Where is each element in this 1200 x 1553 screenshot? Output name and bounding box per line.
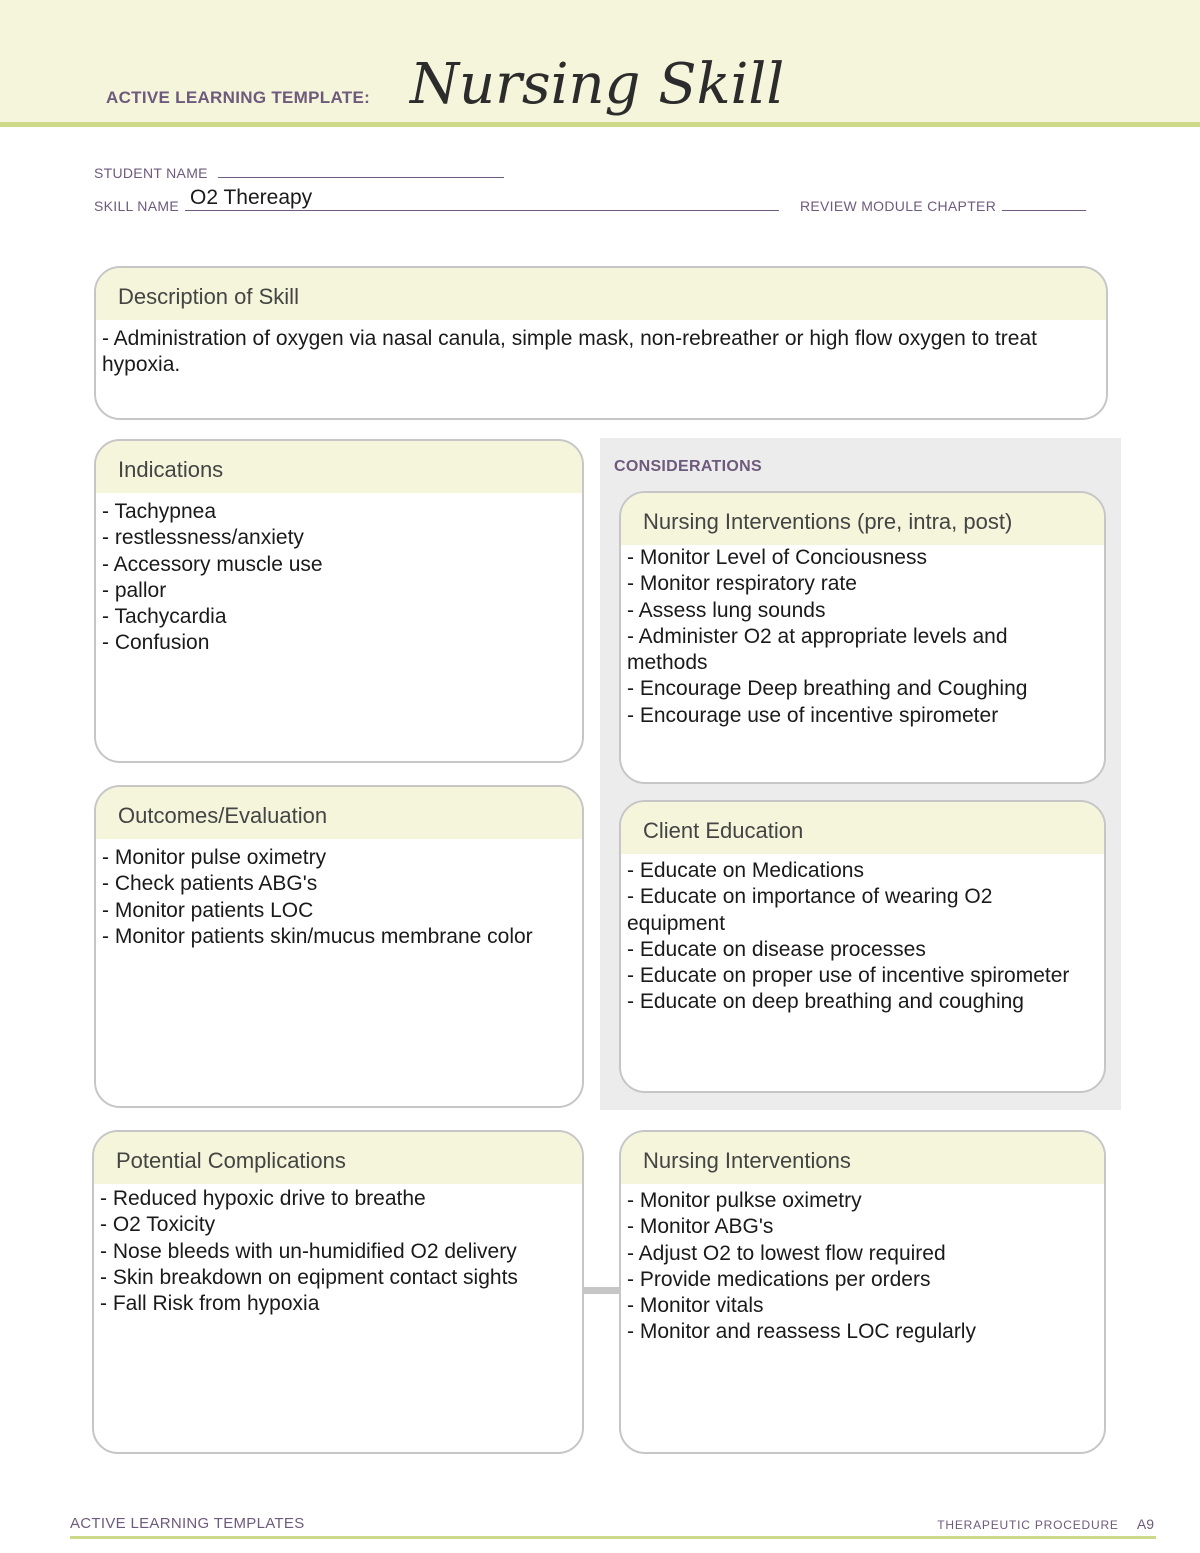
footer-right: [937, 1516, 1154, 1532]
complications-heading: Potential Complications: [94, 1132, 582, 1184]
student-name-field[interactable]: [218, 166, 504, 178]
footer-rule: [70, 1536, 1156, 1539]
list-item: - Educate on disease processes: [627, 937, 926, 961]
list-item: - restlessness/anxiety: [102, 526, 304, 550]
outcomes-list: [96, 839, 582, 950]
outcomes-heading: Outcomes/Evaluation: [96, 787, 582, 839]
review-module-field[interactable]: [1002, 199, 1086, 211]
list-item: - Monitor respiratory rate: [627, 572, 857, 596]
review-module-label: REVIEW MODULE CHAPTER: [800, 198, 997, 214]
connector-bar: [582, 1287, 622, 1294]
list-item: - Encourage use of incentive spirometer: [627, 703, 999, 727]
list-item: - Tachypnea: [102, 500, 217, 523]
considerations-title: CONSIDERATIONS: [614, 458, 762, 475]
review-module-row: [800, 198, 1086, 214]
list-item: - Educate on proper use of incentive spirometer: [627, 964, 1070, 988]
template-label: ACTIVE LEARNING TEMPLATE:: [106, 88, 371, 107]
list-item: - Monitor patients skin/mucus membrane color: [102, 924, 533, 948]
indications-heading: Indications: [96, 441, 582, 493]
list-item: - Tachycardia: [102, 605, 227, 629]
nursing-interventions-pip-heading: Nursing Interventions (pre, intra, post): [621, 493, 1104, 545]
client-education-list: [621, 854, 1104, 1016]
list-item: - Monitor patients LOC: [102, 898, 314, 922]
list-item: - Confusion: [102, 631, 210, 655]
nursing-interventions-list: [621, 1184, 1104, 1346]
skill-name-value: O2 Thereapy: [190, 186, 313, 209]
list-item: - Educate on Medications: [627, 859, 864, 882]
page-number: A9: [1136, 1516, 1154, 1532]
list-item: - Educate on importance of wearing O2 equipment: [627, 885, 993, 935]
list-item: - Fall Risk from hypoxia: [100, 1292, 320, 1316]
list-item: - Monitor ABG's: [627, 1215, 774, 1239]
list-item: - Provide medications per orders: [627, 1267, 931, 1291]
complications-list: [94, 1184, 582, 1317]
list-item: - pallor: [102, 578, 167, 602]
footer-left: ACTIVE LEARNING TEMPLATES: [70, 1515, 305, 1532]
list-item: - Monitor and reassess LOC regularly: [627, 1320, 976, 1344]
list-item: - Check patients ABG's: [102, 872, 318, 896]
description-text: - Administration of oxygen via nasal canula, simple mask, non-rebreather or high flow oxygen to treat hypoxia.: [102, 327, 1037, 377]
student-name-row: [94, 165, 504, 181]
nursing-interventions-pip-list: [621, 545, 1104, 729]
nursing-interventions-box: [619, 1130, 1106, 1454]
list-item: - Accessory muscle use: [102, 552, 323, 576]
client-education-box: [619, 800, 1106, 1093]
list-item: - Encourage Deep breathing and Coughing: [627, 677, 1028, 701]
list-item: - Monitor vitals: [627, 1294, 764, 1318]
client-education-heading: Client Education: [621, 802, 1104, 854]
description-heading: Description of Skill: [96, 268, 1106, 320]
list-item: - O2 Toxicity: [100, 1213, 216, 1237]
indications-list: [96, 493, 582, 657]
list-item: - Adjust O2 to lowest flow required: [627, 1241, 946, 1265]
outcomes-box: [94, 785, 584, 1108]
list-item: - Monitor pulse oximetry: [102, 846, 327, 869]
list-item: - Reduced hypoxic drive to breathe: [100, 1187, 426, 1210]
list-item: - Assess lung sounds: [627, 598, 826, 622]
list-item: - Educate on deep breathing and coughing: [627, 990, 1024, 1014]
list-item: - Monitor Level of Conciousness: [627, 546, 927, 569]
footer-section: THERAPEUTIC PROCEDURE: [937, 1518, 1119, 1532]
page-title: Nursing Skill: [410, 52, 785, 117]
description-box: [94, 266, 1108, 420]
header-rule: [0, 122, 1200, 127]
list-item: - Administer O2 at appropriate levels and methods: [627, 624, 1008, 675]
nursing-interventions-pip-box: [619, 491, 1106, 784]
skill-name-label: SKILL NAME: [94, 198, 179, 214]
student-name-label: STUDENT NAME: [94, 165, 208, 181]
complications-box: [92, 1130, 584, 1454]
list-item: - Nose bleeds with un-humidified O2 delivery: [100, 1239, 517, 1263]
indications-box: [94, 439, 584, 763]
nursing-interventions-heading: Nursing Interventions: [621, 1132, 1104, 1184]
list-item: - Skin breakdown on eqipment contact sights: [100, 1265, 518, 1289]
list-item: - Monitor pulkse oximetry: [627, 1189, 862, 1212]
